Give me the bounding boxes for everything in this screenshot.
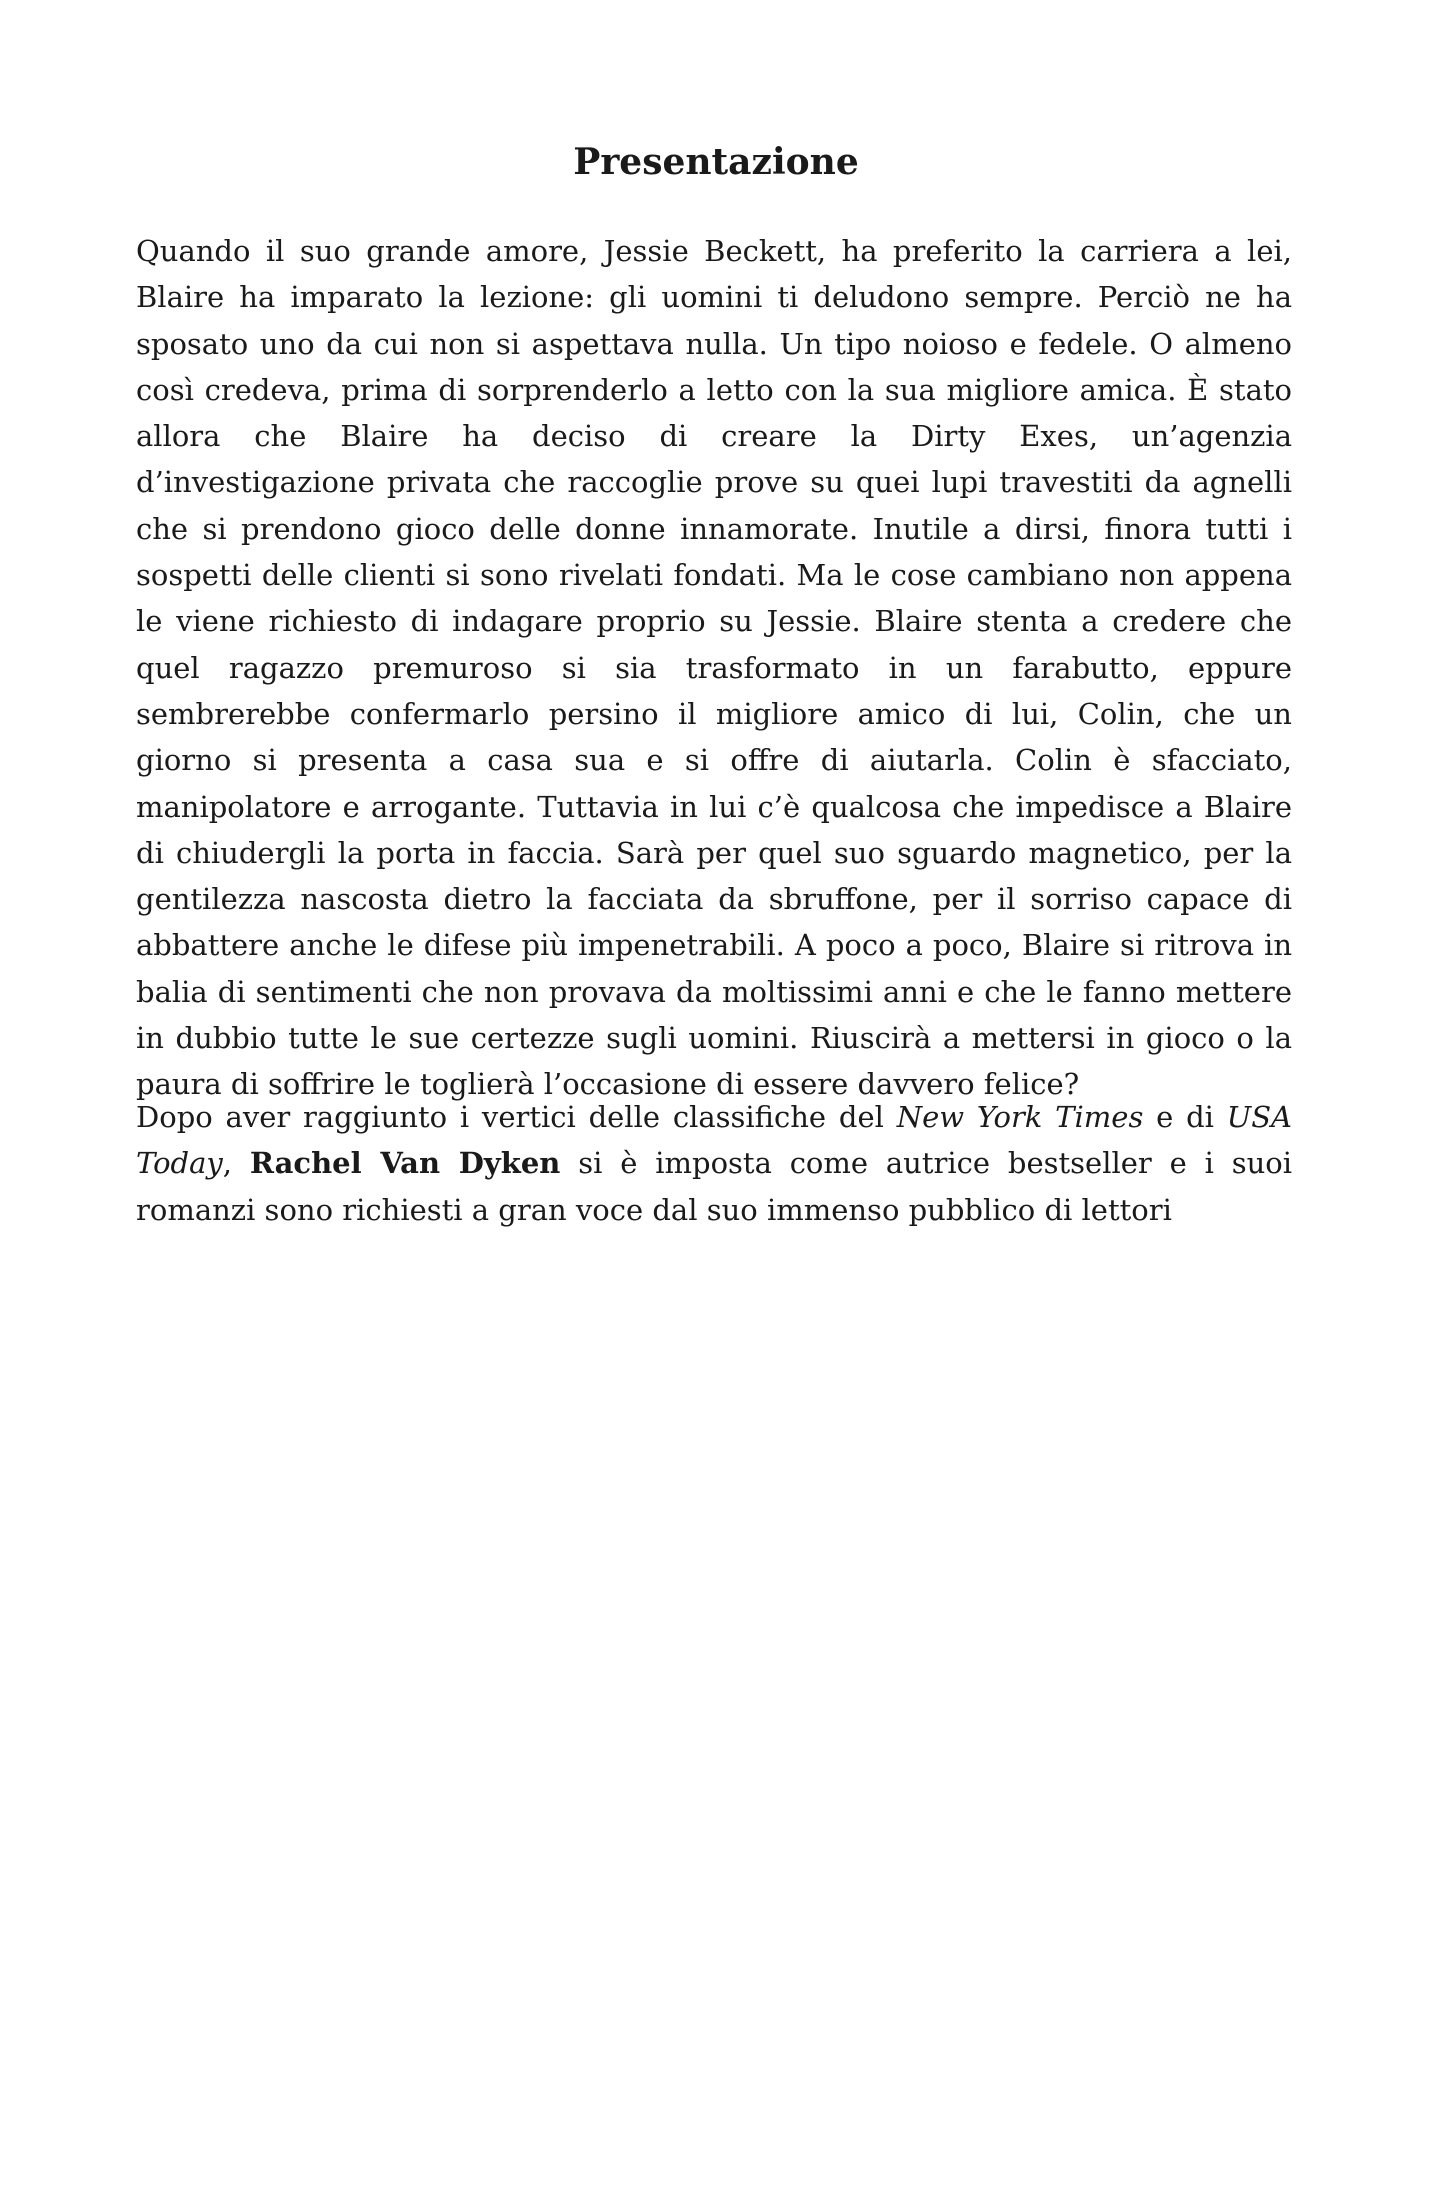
author-paragraph [136, 1094, 1292, 1233]
author-paragraph-text-4: si è imposta come autrice bestseller e i suoi romanzi sono richiesti a gran voce dal suo immenso pubblico di lettori [136, 1146, 1293, 1227]
synopsis-paragraph: Quando il suo grande amore, Jessie Beckett, ha preferito la carriera a lei, Blaire ha imparato la lezione: gli uomini ti deludono sempre. Perciò ne ha sposato uno da cui non si aspettava nulla. Un tipo noioso e fedele. O almeno così credeva, prima di sorprenderlo a letto con la sua migliore amica. È stato allora che Blaire ha deciso di creare la Dirty Exes, un’agenzia d’investigazione privata che raccoglie prove su quei lupi travestiti da agnelli che si prendono gioco delle donne innamorate. Inutile a dirsi, finora tutti i sospetti delle clienti si sono rivelati fondati. Ma le cose cambiano non appena le viene richiesto di indagare proprio su Jessie. Blaire stenta a credere che quel ragazzo premuroso si sia trasformato in un farabutto, eppure sembrerebbe confermarlo persino il migliore amico di lui, Colin, che un giorno si presenta a casa sua e si offre di aiutarla. Colin è sfacciato, manipolatore e arrogante. Tuttavia in lui c’è qualcosa che impedisce a Blaire di chiudergli la porta in faccia. Sarà per quel suo sguardo magnetico, per la gentilezza nascosta dietro la facciata da sbruffone, per il sorriso capace di abbattere anche le difese più impenetrabili. A poco a poco, Blaire si ritrova in balia di sentimenti che non provava da moltissimi anni e che le fanno mettere in dubbio tutte le sue certezze sugli uomini. Riuscirà a mettersi in gioco o la paura di soffrire le toglierà l’occasione di essere davvero felice? [136, 234, 1292, 1102]
author-name: Rachel Van Dyken [249, 1146, 561, 1181]
author-paragraph-text-1: Dopo aver raggiunto i vertici delle classifiche del [136, 1100, 897, 1134]
author-paragraph-text-2: e di [1143, 1100, 1227, 1134]
newspaper-title-nyt: New York Times [896, 1100, 1144, 1134]
page-title: Presentazione [573, 141, 859, 183]
author-paragraph-text-3: , [222, 1146, 250, 1181]
newspaper-title-usa-today: USA Today [136, 1100, 1292, 1181]
